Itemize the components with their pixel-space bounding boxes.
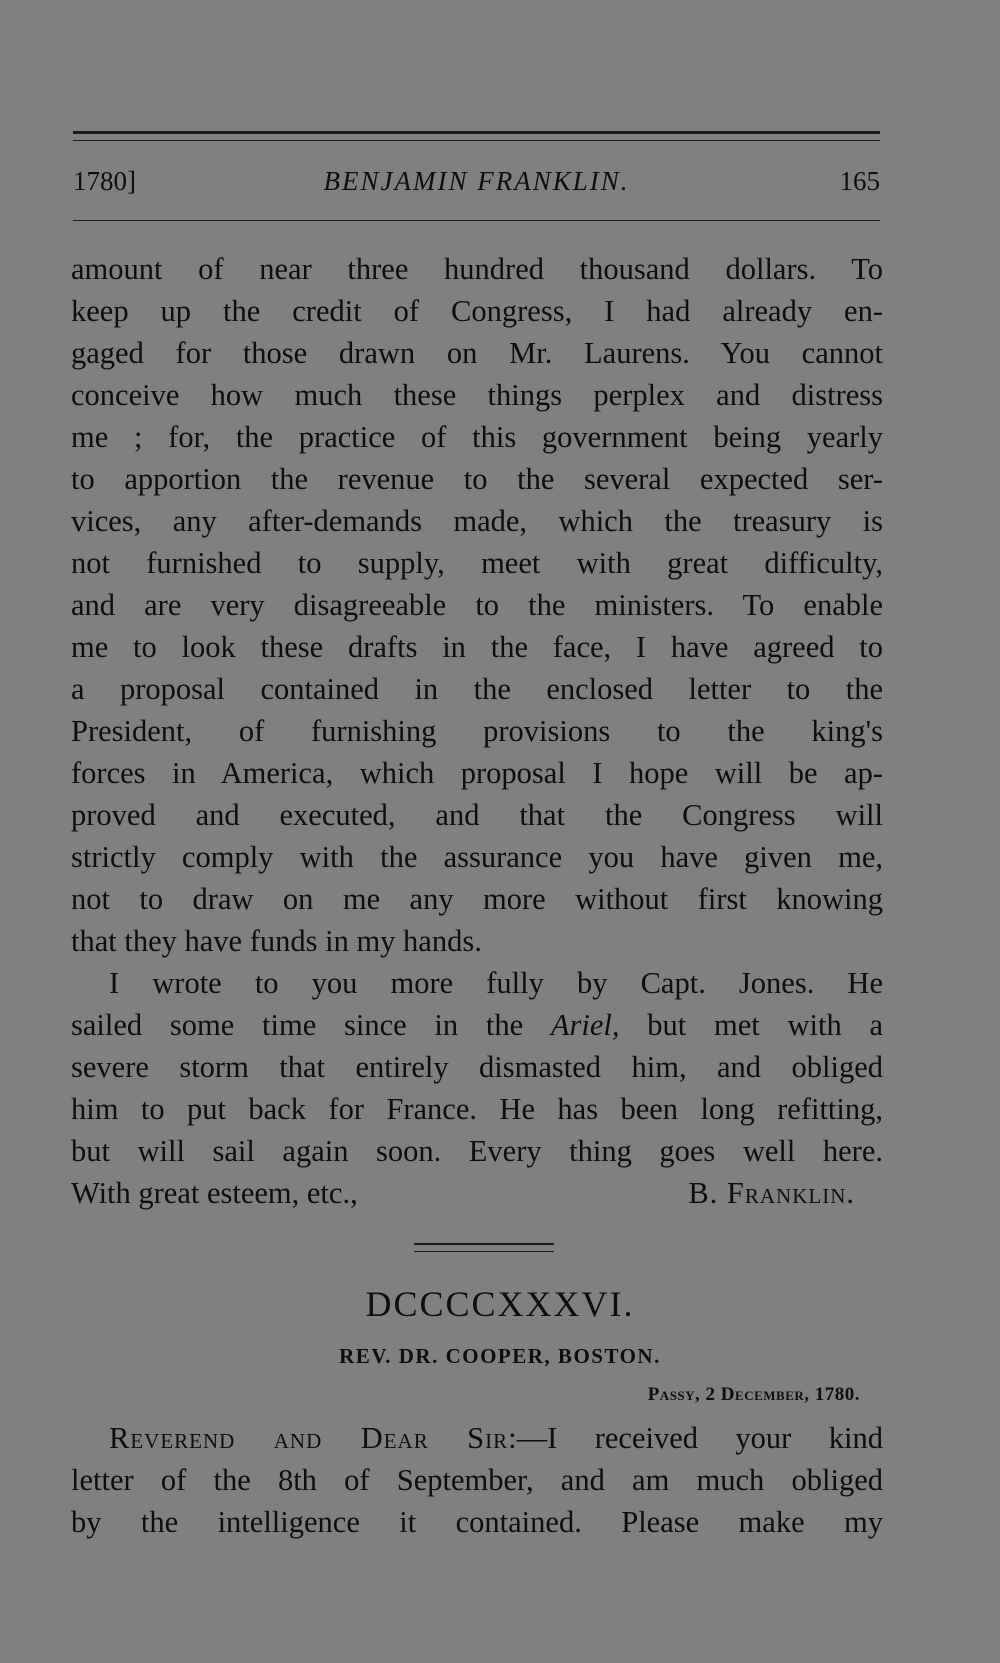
text-line: keep up the credit of Congress, I had already en- [71, 294, 883, 328]
text-fragment: sailed some time since in the [71, 1008, 524, 1042]
text-line: by the intelligence it contained. Please make my [71, 1505, 883, 1539]
running-head-year: 1780] [73, 166, 136, 196]
text-line: proved and executed, and that the Congress will [71, 798, 883, 832]
text-line: me ; for, the practice of this government being yearly [71, 420, 883, 454]
letter-place-date: Passy, 2 December, 1780. [647, 1384, 860, 1405]
signature: B. Franklin. [688, 1176, 855, 1210]
text-line: strictly comply with the assurance you have given me, [71, 840, 883, 874]
closing-salutation: With great esteem, etc., [71, 1176, 358, 1210]
ship-name: Ariel, [550, 1008, 620, 1042]
letter-salutation: Reverend and Dear Sir [109, 1421, 509, 1455]
text-line: gaged for those drawn on Mr. Laurens. You cannot [71, 336, 883, 370]
letter-text [71, 248, 883, 1214]
letter-number: DCCCCXXXVI. [365, 1284, 635, 1324]
text-line: him to put back for France. He has been long refitting, [71, 1092, 883, 1126]
top-rule-thin [73, 140, 880, 141]
text-line: President, of furnishing provisions to the king's [71, 714, 883, 748]
text-line: I wrote to you more fully by Capt. Jones. He [109, 966, 883, 1000]
paragraph-1 [71, 248, 883, 962]
text-fragment: but met with a [647, 1008, 883, 1042]
text-line-ship [71, 1004, 883, 1046]
running-head [73, 166, 880, 206]
text-line: amount of near three hundred thousand dollars. To [71, 252, 883, 286]
text-fragment: :—I received your kind [508, 1421, 883, 1455]
running-head-title: BENJAMIN FRANKLIN. [323, 166, 630, 196]
text-line: but will sail again soon. Every thing goes well here. [71, 1134, 883, 1168]
next-letter-text [71, 1417, 883, 1543]
top-rule [73, 131, 880, 134]
text-line: and are very disagreeable to the ministers. To enable [71, 588, 883, 622]
text-line: vices, any after-demands made, which the treasury is [71, 504, 883, 538]
text-line: not to draw on me any more without first knowing [71, 882, 883, 916]
text-line: a proposal contained in the enclosed letter to the [71, 672, 883, 706]
text-line: severe storm that entirely dismasted him, and obliged [71, 1050, 883, 1084]
text-line: letter of the 8th of September, and am much obliged [71, 1463, 883, 1497]
header-rule [73, 220, 880, 221]
text-line: forces in America, which proposal I hope will be ap- [71, 756, 883, 790]
text-line: conceive how much these things perplex and distress [71, 378, 883, 412]
section-divider-thin [414, 1251, 554, 1252]
paragraph-2 [71, 962, 883, 1172]
letter-recipient: REV. DR. COOPER, BOSTON. [339, 1344, 661, 1368]
page-number: 165 [839, 166, 880, 196]
section-divider [414, 1243, 554, 1245]
text-line: me to look these drafts in the face, I have agreed to [71, 630, 883, 664]
text-line-opening [71, 1417, 883, 1459]
text-line: that they have funds in my hands. [71, 924, 482, 958]
text-line: to apportion the revenue to the several expected ser- [71, 462, 883, 496]
text-line: not furnished to supply, meet with great difficulty, [71, 546, 883, 580]
closing [71, 1172, 883, 1214]
